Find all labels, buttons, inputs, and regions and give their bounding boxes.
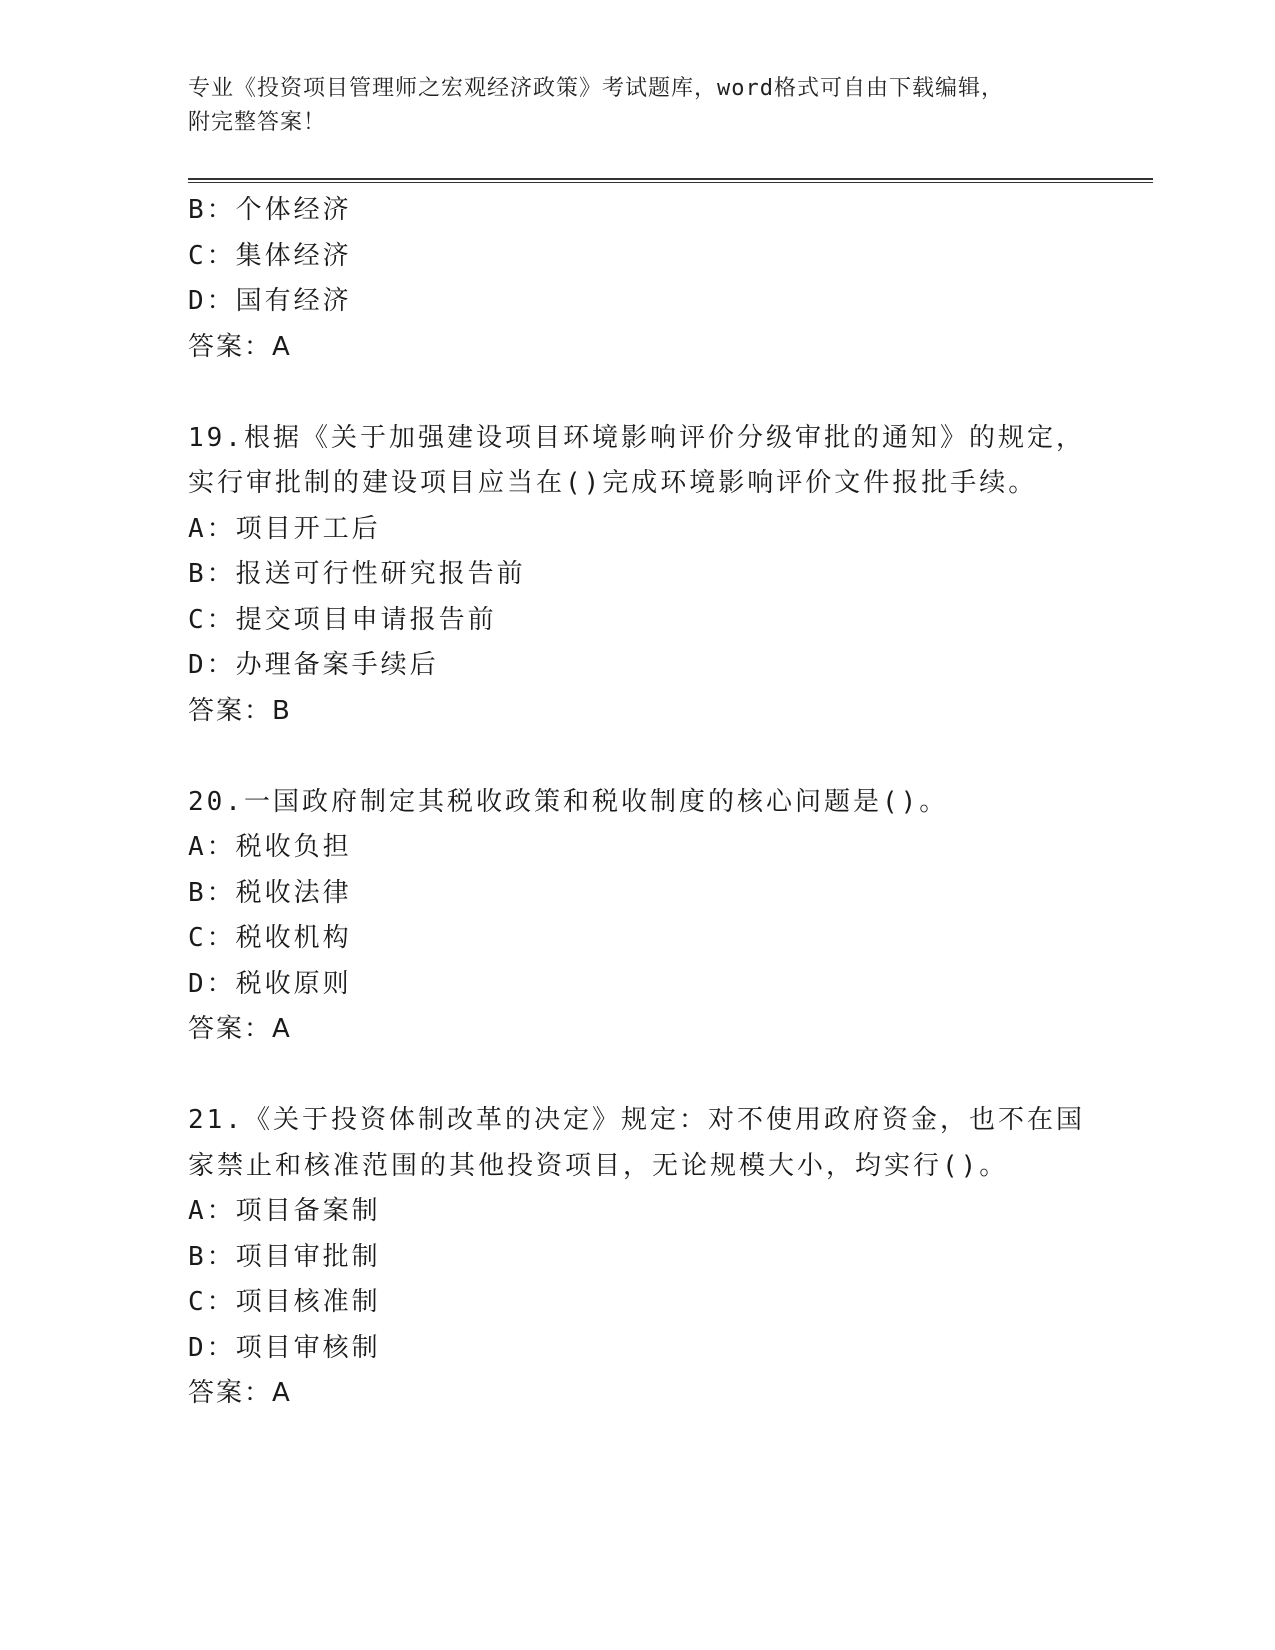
option-b: B：项目审批制	[188, 1241, 381, 1272]
option-a: A：项目开工后	[188, 513, 381, 544]
question-stem	[188, 780, 1153, 826]
answer-line: 答案：A	[188, 1014, 292, 1044]
header-divider	[188, 178, 1153, 183]
option-a: A：税收负担	[188, 832, 352, 862]
question-20	[188, 780, 1153, 1053]
option-d: D：税收原则	[188, 968, 352, 999]
question-content	[188, 188, 1153, 1417]
header-line-1: 专业《投资项目管理师之宏观经济政策》考试题库，word格式可自由下载编辑，	[188, 76, 1004, 101]
page-header	[188, 72, 1148, 140]
option-b: B：报送可行性研究报告前	[188, 559, 526, 589]
option-c: C：税收机构	[188, 923, 352, 953]
question-stem-line: 家禁止和核准范围的其他投资项目，无论规模大小，均实行()。	[188, 1150, 1009, 1181]
question-stem-line: 19.根据《关于加强建设项目环境影响评价分级审批的通知》的规定，	[188, 422, 1085, 453]
option-b: B：个体经济	[188, 195, 352, 225]
option-d: D：项目审核制	[188, 1332, 381, 1363]
question-stem	[188, 416, 1153, 507]
option-b: B：税收法律	[188, 877, 352, 908]
question-21	[188, 1098, 1153, 1417]
option-d: D：国有经济	[188, 286, 352, 316]
option-d: D：办理备案手续后	[188, 650, 439, 680]
question-stem-line: 21.《关于投资体制改革的决定》规定：对不使用政府资金，也不在国	[188, 1105, 1085, 1135]
question-stem-line: 实行审批制的建设项目应当在()完成环境影响评价文件报批手续。	[188, 468, 1038, 498]
answer-line: 答案：B	[188, 695, 292, 726]
answer-line: 答案：A	[188, 1378, 292, 1408]
option-c: C：项目核准制	[188, 1287, 381, 1317]
spacer	[188, 370, 1153, 416]
question-stem-line: 20.一国政府制定其税收政策和税收制度的核心问题是()。	[188, 786, 949, 817]
option-a: A：项目备案制	[188, 1196, 381, 1226]
question-stem	[188, 1098, 1153, 1189]
spacer	[188, 1053, 1153, 1099]
question-continuation	[188, 188, 1153, 370]
question-19	[188, 416, 1153, 735]
spacer	[188, 734, 1153, 780]
option-c: C：提交项目申请报告前	[188, 604, 497, 635]
answer-line: 答案：A	[188, 331, 292, 362]
option-c: C：集体经济	[188, 240, 352, 271]
header-line-2: 附完整答案！	[188, 110, 327, 135]
